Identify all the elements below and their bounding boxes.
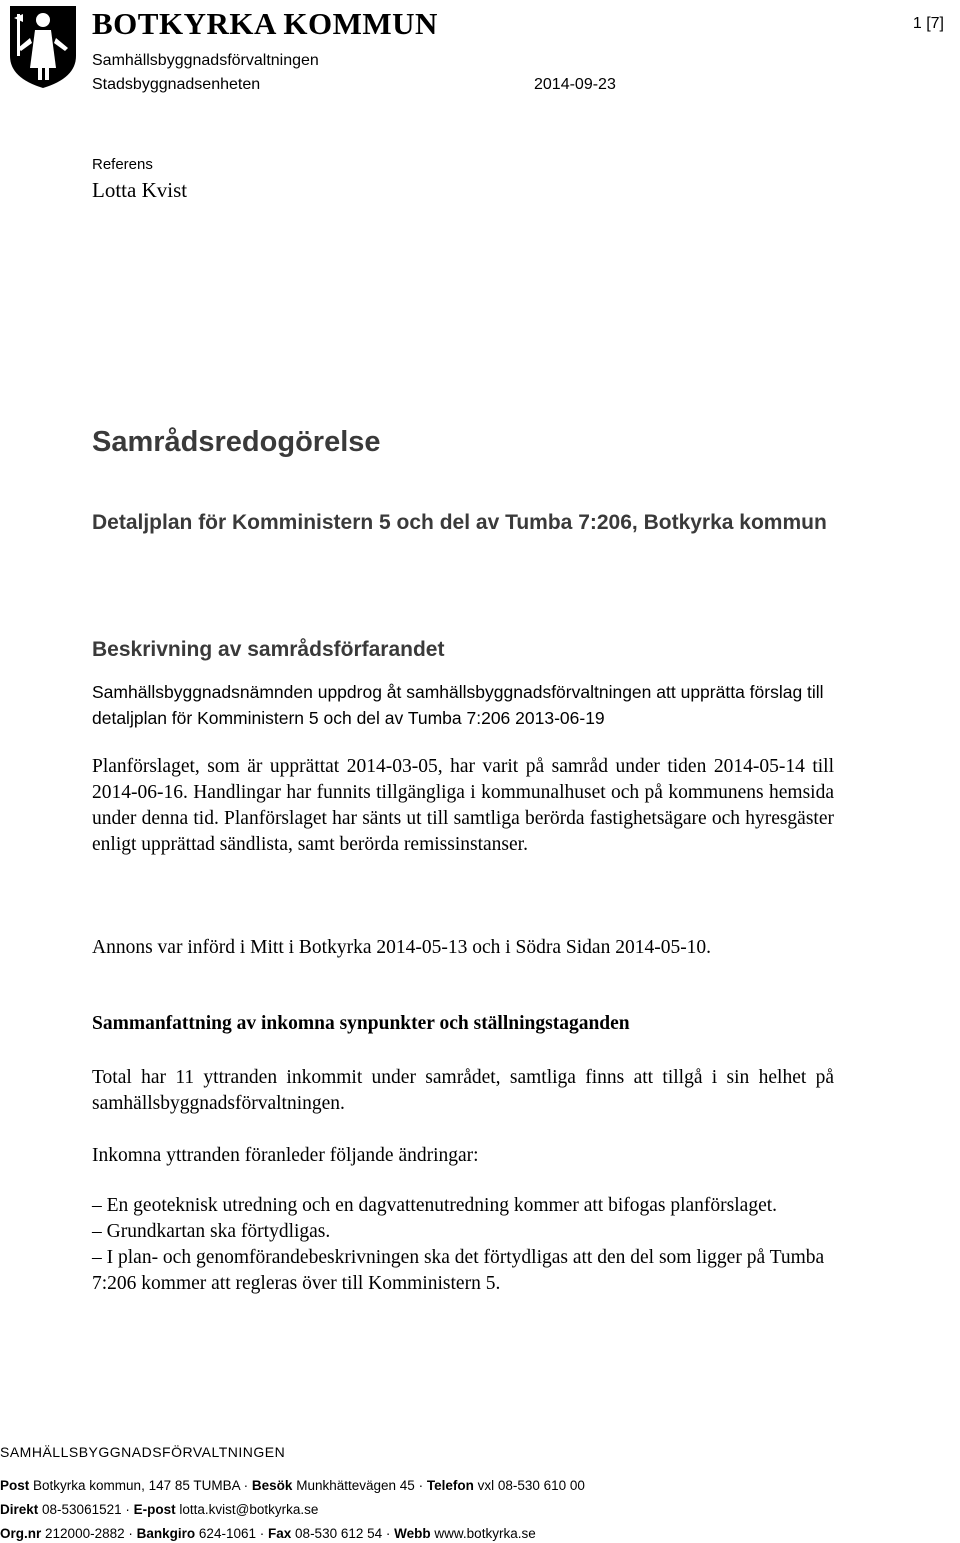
visit-value: Munkhättevägen 45 xyxy=(296,1478,415,1493)
footer-organization: SAMHÄLLSBYGGNADSFÖRVALTNINGEN xyxy=(0,1444,286,1460)
reference-name: Lotta Kvist xyxy=(92,178,188,202)
paragraph-announcement: Annons var införd i Mitt i Botkyrka 2014-05-13 och i Södra Sidan 2014-05-10. xyxy=(92,937,712,958)
administration-name: Samhällsbyggnadsförvaltningen xyxy=(92,52,319,69)
orgnr-value: 212000-2882 xyxy=(45,1526,125,1541)
brand-name: BOTKYRKA KOMMUN xyxy=(92,6,438,41)
bankgiro-value: 624-1061 xyxy=(198,1526,256,1541)
list-item: – I plan- och genomförandebeskrivningen ska det förtydligas att den del som ligger på Tumba 7:206 kommer att regleras över till Komministern 5. xyxy=(92,1247,825,1294)
post-value: Botkyrka kommun, 147 85 TUMBA xyxy=(33,1478,240,1493)
changes-list xyxy=(92,1193,834,1297)
section-heading: Beskrivning av samrådsförfarandet xyxy=(92,638,445,661)
separator: · xyxy=(128,1526,133,1541)
list-item: – En geoteknisk utredning och en dagvattenutredning kommer att bifogas planförslaget. xyxy=(92,1195,778,1216)
document-subtitle: Detaljplan för Komministern 5 och del av Tumba 7:206, Botkyrka kommun xyxy=(92,511,827,534)
visit-label: Besök xyxy=(251,1478,293,1493)
email-link[interactable]: lotta.kvist@botkyrka.se xyxy=(179,1502,319,1517)
post-label: Post xyxy=(0,1478,30,1493)
fax-label: Fax xyxy=(268,1526,292,1541)
botkyrka-crest-logo xyxy=(8,4,78,90)
separator: · xyxy=(418,1478,424,1493)
phone-label: Telefon xyxy=(426,1478,474,1493)
web-link[interactable]: www.botkyrka.se xyxy=(434,1526,536,1541)
bankgiro-label: Bankgiro xyxy=(136,1526,196,1541)
paragraph-assignment: Samhällsbyggnadsnämnden uppdrog åt samhällsbyggnadsförvaltningen att upprätta förslag till detaljplan för Komministern 5 och del av Tumba 7:206 2013-06-19 xyxy=(92,682,824,728)
footer-contact-line-3 xyxy=(0,1526,536,1541)
document-title: Samrådsredogörelse xyxy=(92,426,381,458)
email-label: E-post xyxy=(133,1502,176,1517)
footer-contact-line-1 xyxy=(0,1478,585,1493)
direct-label: Direkt xyxy=(0,1502,39,1517)
list-item: – Grundkartan ska förtydligas. xyxy=(92,1221,331,1242)
paragraph-consultation: Planförslaget, som är upprättat 2014-03-05, har varit på samråd under tiden 2014-05-14 till 2014-06-16. Handlingar har funnits tillgängliga i kommunalhuset och på kommunens hemsida under denna tid. Planförslaget har sänts ut till samtliga berörda fastighetsägare och hyresgäster enligt upprättad sändlista, samt berörda remissinstanser. xyxy=(92,756,834,855)
phone-value: vxl 08-530 610 00 xyxy=(477,1478,585,1493)
separator: · xyxy=(243,1478,249,1493)
document-date: 2014-09-23 xyxy=(534,76,616,93)
paragraph-summary: Total har 11 yttranden inkommit under samrådet, samtliga finns att tillgå i sin helhet på samhällsbyggnadsförvaltningen. xyxy=(92,1067,834,1114)
unit-name: Stadsbyggnadsenheten xyxy=(92,76,261,93)
separator: · xyxy=(385,1526,391,1541)
reference-label: Referens xyxy=(92,156,153,173)
orgnr-label: Org.nr xyxy=(0,1526,42,1541)
separator: · xyxy=(125,1502,130,1517)
web-label: Webb xyxy=(394,1526,431,1541)
page-indicator: 1 [7] xyxy=(912,15,944,32)
footer-contact-line-2 xyxy=(0,1502,318,1517)
fax-value: 08-530 612 54 xyxy=(295,1526,383,1541)
direct-value: 08-53061521 xyxy=(42,1502,122,1517)
summary-heading: Sammanfattning av inkomna synpunkter och ställningstaganden xyxy=(92,1013,630,1034)
paragraph-changes-intro: Inkomna yttranden föranleder följande ändringar: xyxy=(92,1145,479,1166)
separator: · xyxy=(259,1526,265,1541)
